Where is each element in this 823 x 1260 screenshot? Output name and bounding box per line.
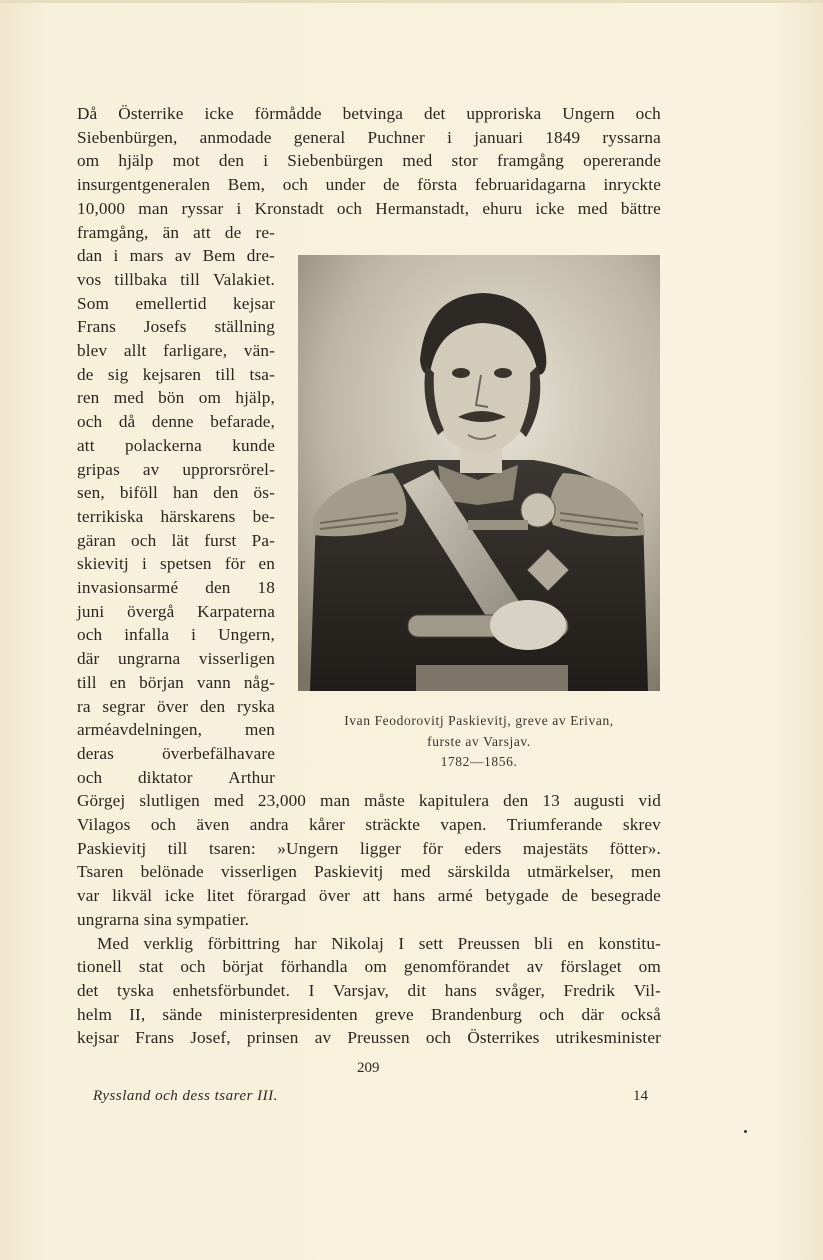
text-line: insurgentgeneralen Bem, och under de första februaridagarna inryckte — [77, 175, 661, 195]
text-line: kejsar Frans Josef, prinsen av Preussen och Österrikes utrikesminister — [77, 1028, 661, 1048]
text-line: och infalla i Ungern, — [77, 625, 275, 645]
text-line: Då Österrike icke förmådde betvinga det upproriska Ungern och — [77, 104, 661, 123]
text-line: juni övergå Karpaterna — [77, 601, 275, 621]
text-line: sen, biföll han den ös- — [77, 483, 275, 503]
text-line: var likväl icke litet förargad över att hans armé betygade de besegrade — [77, 886, 661, 906]
text-line: Vilagos och även andra kårer sträckte vapen. Triumferande skrev — [77, 815, 661, 834]
text-line: Görgej slutligen med 23,000 man måste kapitulera den 13 augusti vid — [77, 791, 661, 811]
text-line: ungrarna sina sympatier. — [77, 909, 250, 929]
caption-dates: 1782—1856. — [440, 754, 518, 769]
text-line: invasionsarmé den 18 — [77, 578, 275, 597]
text-line: Frans Josefs ställning — [77, 317, 275, 337]
caption-title: furste av Varsjav. — [427, 734, 531, 749]
text-line: de sig kejsaren till tsa- — [77, 364, 275, 384]
text-line: Siebenbürgen, anmodade general Puchner i januari 1849 ryssarna — [77, 127, 661, 147]
text-line: att polackerna kunde — [77, 435, 275, 455]
text-line: Tsaren belönade visserligen Paskievitj med särskilda utmärkelser, men — [77, 862, 661, 882]
text-line: Som emellertid kejsar — [77, 293, 275, 313]
footer-title: Ryssland och dess tsarer III. — [93, 1088, 278, 1104]
ink-speck — [744, 1130, 747, 1133]
text-line: det tyska enhetsförbundet. I Varsjav, dit hans svåger, Fredrik Vil- — [77, 980, 661, 1000]
text-line: framgång, än att de re- — [77, 222, 275, 242]
text-line: Med verklig förbittring har Nikolaj I sett Preussen bli en konstitu- — [97, 933, 661, 953]
text-line: till en början vann någ- — [77, 672, 275, 692]
text-line: 10,000 man ryssar i Kronstadt och Hermanstadt, ehuru icke med bättre — [77, 198, 661, 218]
text-line: arméavdelningen, men — [77, 720, 275, 740]
text-line: skievitj i spetsen för en — [77, 554, 275, 574]
signature-mark: 14 — [633, 1088, 648, 1104]
text-line: Paskievitj till tsaren: »Ungern ligger för eders majestäts fötter». — [77, 838, 661, 858]
page-number: 209 — [357, 1060, 380, 1076]
text-line: blev allt farligare, vän- — [77, 341, 275, 360]
text-line: terrikiska härskarens be- — [77, 506, 275, 526]
text-line: dan i mars av Bem dre- — [77, 246, 275, 266]
text-line: och diktator Arthur — [77, 767, 275, 787]
text-line: där ungrarna visserligen — [77, 649, 275, 669]
text-line: gäran och lät furst Pa- — [77, 530, 275, 550]
text-line: helm II, sände ministerpresidenten greve Brandenburg och där också — [77, 1004, 661, 1024]
text-line: tionell stat och börjat förhandla om genomförandet av förslaget om — [77, 957, 661, 977]
page-edge — [0, 0, 823, 3]
text-line: ra segrar över den ryska — [77, 696, 275, 716]
text-line: om hjälp mot den i Siebenbürgen med stor framgång opererande — [77, 151, 661, 171]
text-line: deras överbefälhavare — [77, 743, 275, 763]
text-line: ren med bön om hjälp, — [77, 388, 275, 408]
portrait-engraving — [298, 255, 660, 691]
text-line: och då denne befarade, — [77, 412, 275, 432]
caption-name: Ivan Feodorovitj Paskievitj, greve av Erivan, — [344, 713, 614, 728]
text-line: gripas av upprorsrörel- — [77, 459, 275, 479]
text-line: vos tillbaka till Valakiet. — [77, 269, 275, 289]
